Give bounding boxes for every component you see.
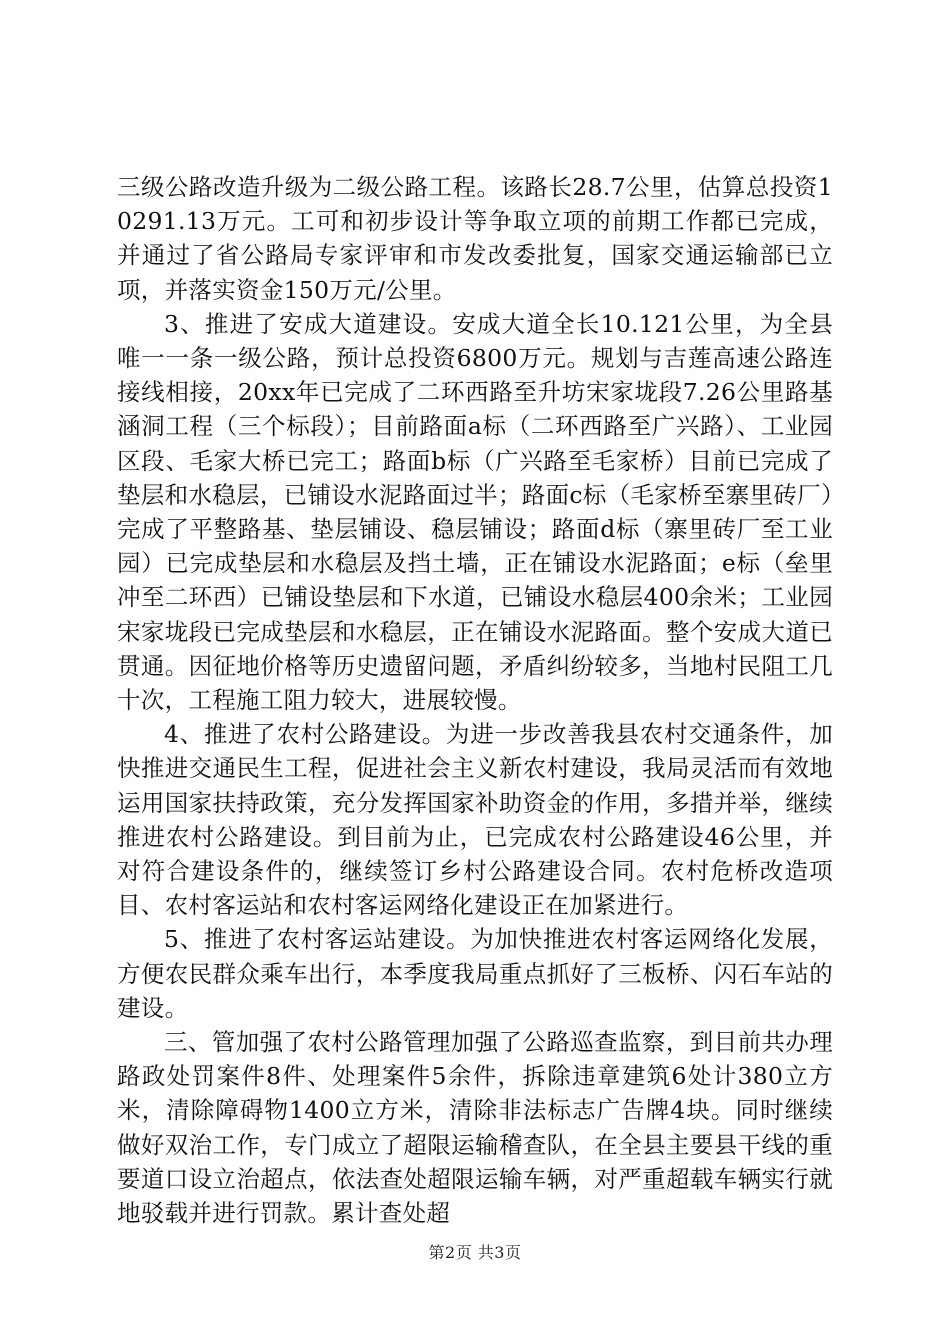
page-number-footer: 第2页 共3页 (428, 1243, 522, 1262)
paragraph-road-management: 三、管加强了农村公路管理加强了公路巡查监察，到目前共办理路政处罚案件8件、处理案件5余件，拆除违章建筑6处计380立方米，清除障碍物1400立方米，清除非法标志广告牌4块。同时继续做好双治工作，专门成立了超限运输稽查队，在全县主要县干线的重要道口设立治超点，依法查处超限运输车辆，对严重超载车辆实行就地驳载并进行罚款。累计查处超 (117, 1028, 833, 1228)
paragraph-ancheng-avenue: 3、推进了安成大道建设。安成大道全长10.121公里，为全县唯一一条一级公路，预计总投资6800万元。规划与吉莲高速公路连接线相接，20xx年已完成了二环西路至升坊宋家垅段7.26公里路基涵洞工程（三个标段）；目前路面a标（二环西路至广兴路）、工业园区段、毛家大桥已完工；路面b标（广兴路至毛家桥）目前已完成了垫层和水稳层，已铺设水泥路面过半；路面c标（毛家桥至寨里砖厂）完成了平整路基、垫层铺设、稳层铺设；路面d标（寨里砖厂至工业园）已完成垫层和水稳层及挡土墙，正在铺设水泥路面；e标（垒里冲至二环西）已铺设垫层和下水道，已铺设水稳层400余米；工业园宋家垅段已完成垫层和水稳层，正在铺设水泥路面。整个安成大道已贯通。因征地价格等历史遗留问题，矛盾纠纷较多，当地村民阻工几十次，工程施工阻力较大，进展较慢。 (117, 309, 833, 715)
document-body (117, 170, 833, 1230)
paragraph-rural-bus-stations: 5、推进了农村客运站建设。为加快推进农村客运网络化发展，方便农民群众乘车出行，本季度我局重点抓好了三板桥、闪石车站的建设。 (117, 925, 833, 1022)
paragraph-rural-roads: 4、推进了农村公路建设。为进一步改善我县农村交通条件，加快推进交通民生工程，促进社会主义新农村建设，我局灵活而有效地运用国家扶持政策，充分发挥国家补助资金的作用，多措并举，继续推进农村公路建设。到目前为止，已完成农村公路建设46公里，并对符合建设条件的，继续签订乡村公路建设合同。农村危桥改造项目、农村客运站和农村客运网络化建设正在加紧进行。 (117, 720, 833, 920)
paragraph-highway-upgrade: 三级公路改造升级为二级公路工程。该路长28.7公里，估算总投资10291.13万元。工可和初步设计等争取立项的前期工作都已完成，并通过了省公路局专家评审和市发改委批复，国家交通运输部已立项，并落实资金150万元/公里。 (117, 173, 833, 304)
